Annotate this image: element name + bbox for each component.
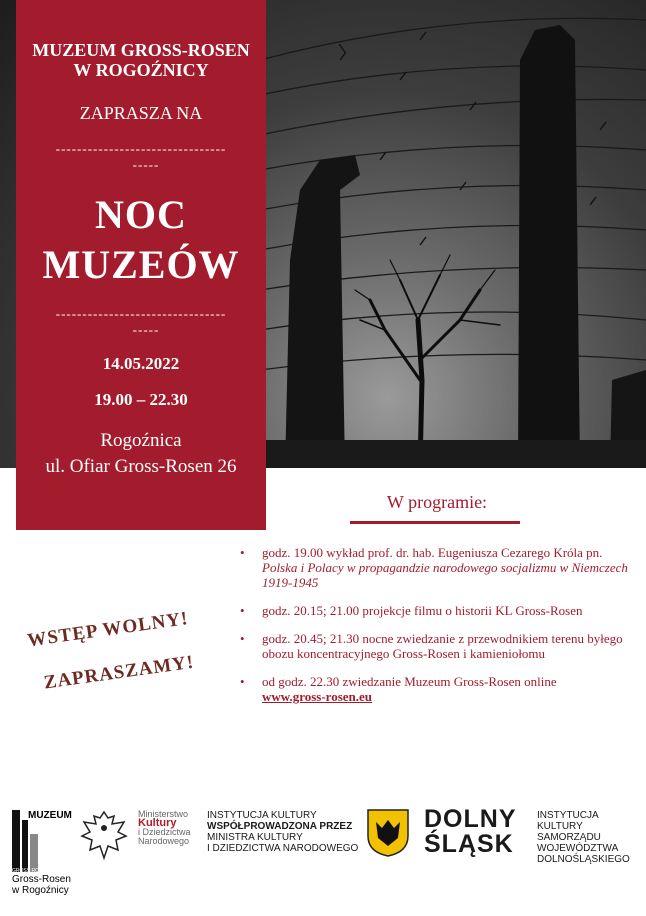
museum-logo-caption: Gross-Rosen w Rogoźnicy bbox=[12, 874, 71, 896]
program-list bbox=[240, 545, 640, 717]
museum-name-line1: MUZEUM GROSS-ROSEN bbox=[32, 40, 250, 60]
program-item-text: od godz. 22.30 zwiedzanie Muzeum Gross-Rosen online bbox=[262, 674, 557, 689]
bullet-icon: • bbox=[240, 603, 245, 618]
museum-logo-word: MUZEUM bbox=[28, 810, 72, 821]
website-link[interactable]: www.gross-rosen.eu bbox=[262, 689, 373, 704]
event-title-line1: NOC bbox=[95, 192, 187, 237]
divider-dashes-short: ----- bbox=[132, 157, 160, 172]
institution-region-text: INSTYTUCJA KULTURY SAMORZĄDU WOJEWÓDZTWA DOLNOŚLĄSKIEGO bbox=[537, 810, 630, 865]
ministry-logo: Ministerstwo Kultury i Dziedzictwa Narodowego bbox=[138, 809, 191, 846]
event-date: 14.05.2022 bbox=[102, 354, 180, 373]
divider-dashes-short: ----- bbox=[132, 322, 160, 337]
divider-dashes: -------------------------------- bbox=[55, 141, 227, 156]
museum-logo-small: GROSS ROSEN bbox=[12, 868, 50, 874]
list-item bbox=[240, 603, 640, 618]
list-item bbox=[240, 631, 640, 661]
museum-name bbox=[16, 40, 266, 80]
dolny-slask-logo: DOLNY ŚLĄSK bbox=[424, 805, 517, 858]
program-item-text: godz. 20.45; 21.30 nocne zwiedzanie z przewodnikiem terenu byłego obozu koncentracyjnego Gross-Rosen i kamieniołomu bbox=[262, 631, 623, 661]
program-item-text: godz. 20.15; 21.00 projekcje filmu o historii KL Gross-Rosen bbox=[262, 603, 583, 618]
stamp-line1: WSTĘP WOLNY! bbox=[26, 608, 190, 652]
event-place-town: Rogoźnica bbox=[100, 430, 182, 451]
list-item bbox=[240, 674, 640, 704]
banner-tip bbox=[16, 492, 266, 530]
program-underline bbox=[350, 521, 520, 524]
invite-text: ZAPRASZA NA bbox=[79, 103, 203, 123]
program-title: W programie: bbox=[386, 492, 488, 512]
lecture-title: Polska i Polacy w propagandzie narodowego socjalizmu w Niemczech 1919-1945 bbox=[262, 560, 628, 590]
polish-eagle-icon bbox=[80, 808, 128, 862]
bullet-icon: • bbox=[240, 631, 245, 646]
event-banner bbox=[16, 0, 266, 530]
event-place bbox=[16, 428, 266, 480]
bullet-icon: • bbox=[240, 674, 245, 689]
event-place-street: ul. Ofiar Gross-Rosen 26 bbox=[45, 456, 237, 477]
institution-ministry-text: INSTYTUCJA KULTURY WSPÓŁPROWADZONA PRZEZ MINISTRA KULTURY I DZIEDZICTWA NARODOWEGO bbox=[207, 810, 359, 854]
event-time: 19.00 – 22.30 bbox=[94, 390, 188, 409]
bullet-icon: • bbox=[240, 545, 245, 560]
list-item bbox=[240, 545, 640, 590]
divider-dashes: -------------------------------- bbox=[55, 306, 227, 321]
lower-silesia-coat-of-arms-icon bbox=[366, 808, 410, 858]
program-item-text: godz. 19.00 wykład prof. dr. hab. Eugeniusza Cezarego Króla pn. bbox=[262, 545, 603, 560]
event-title bbox=[16, 190, 266, 290]
stamp-line2: ZAPRASZAMY! bbox=[42, 651, 196, 694]
free-entry-stamp bbox=[25, 597, 198, 707]
event-title-line2: MUZEÓW bbox=[42, 242, 240, 287]
museum-name-line2: W ROGOŹNICY bbox=[73, 60, 209, 80]
